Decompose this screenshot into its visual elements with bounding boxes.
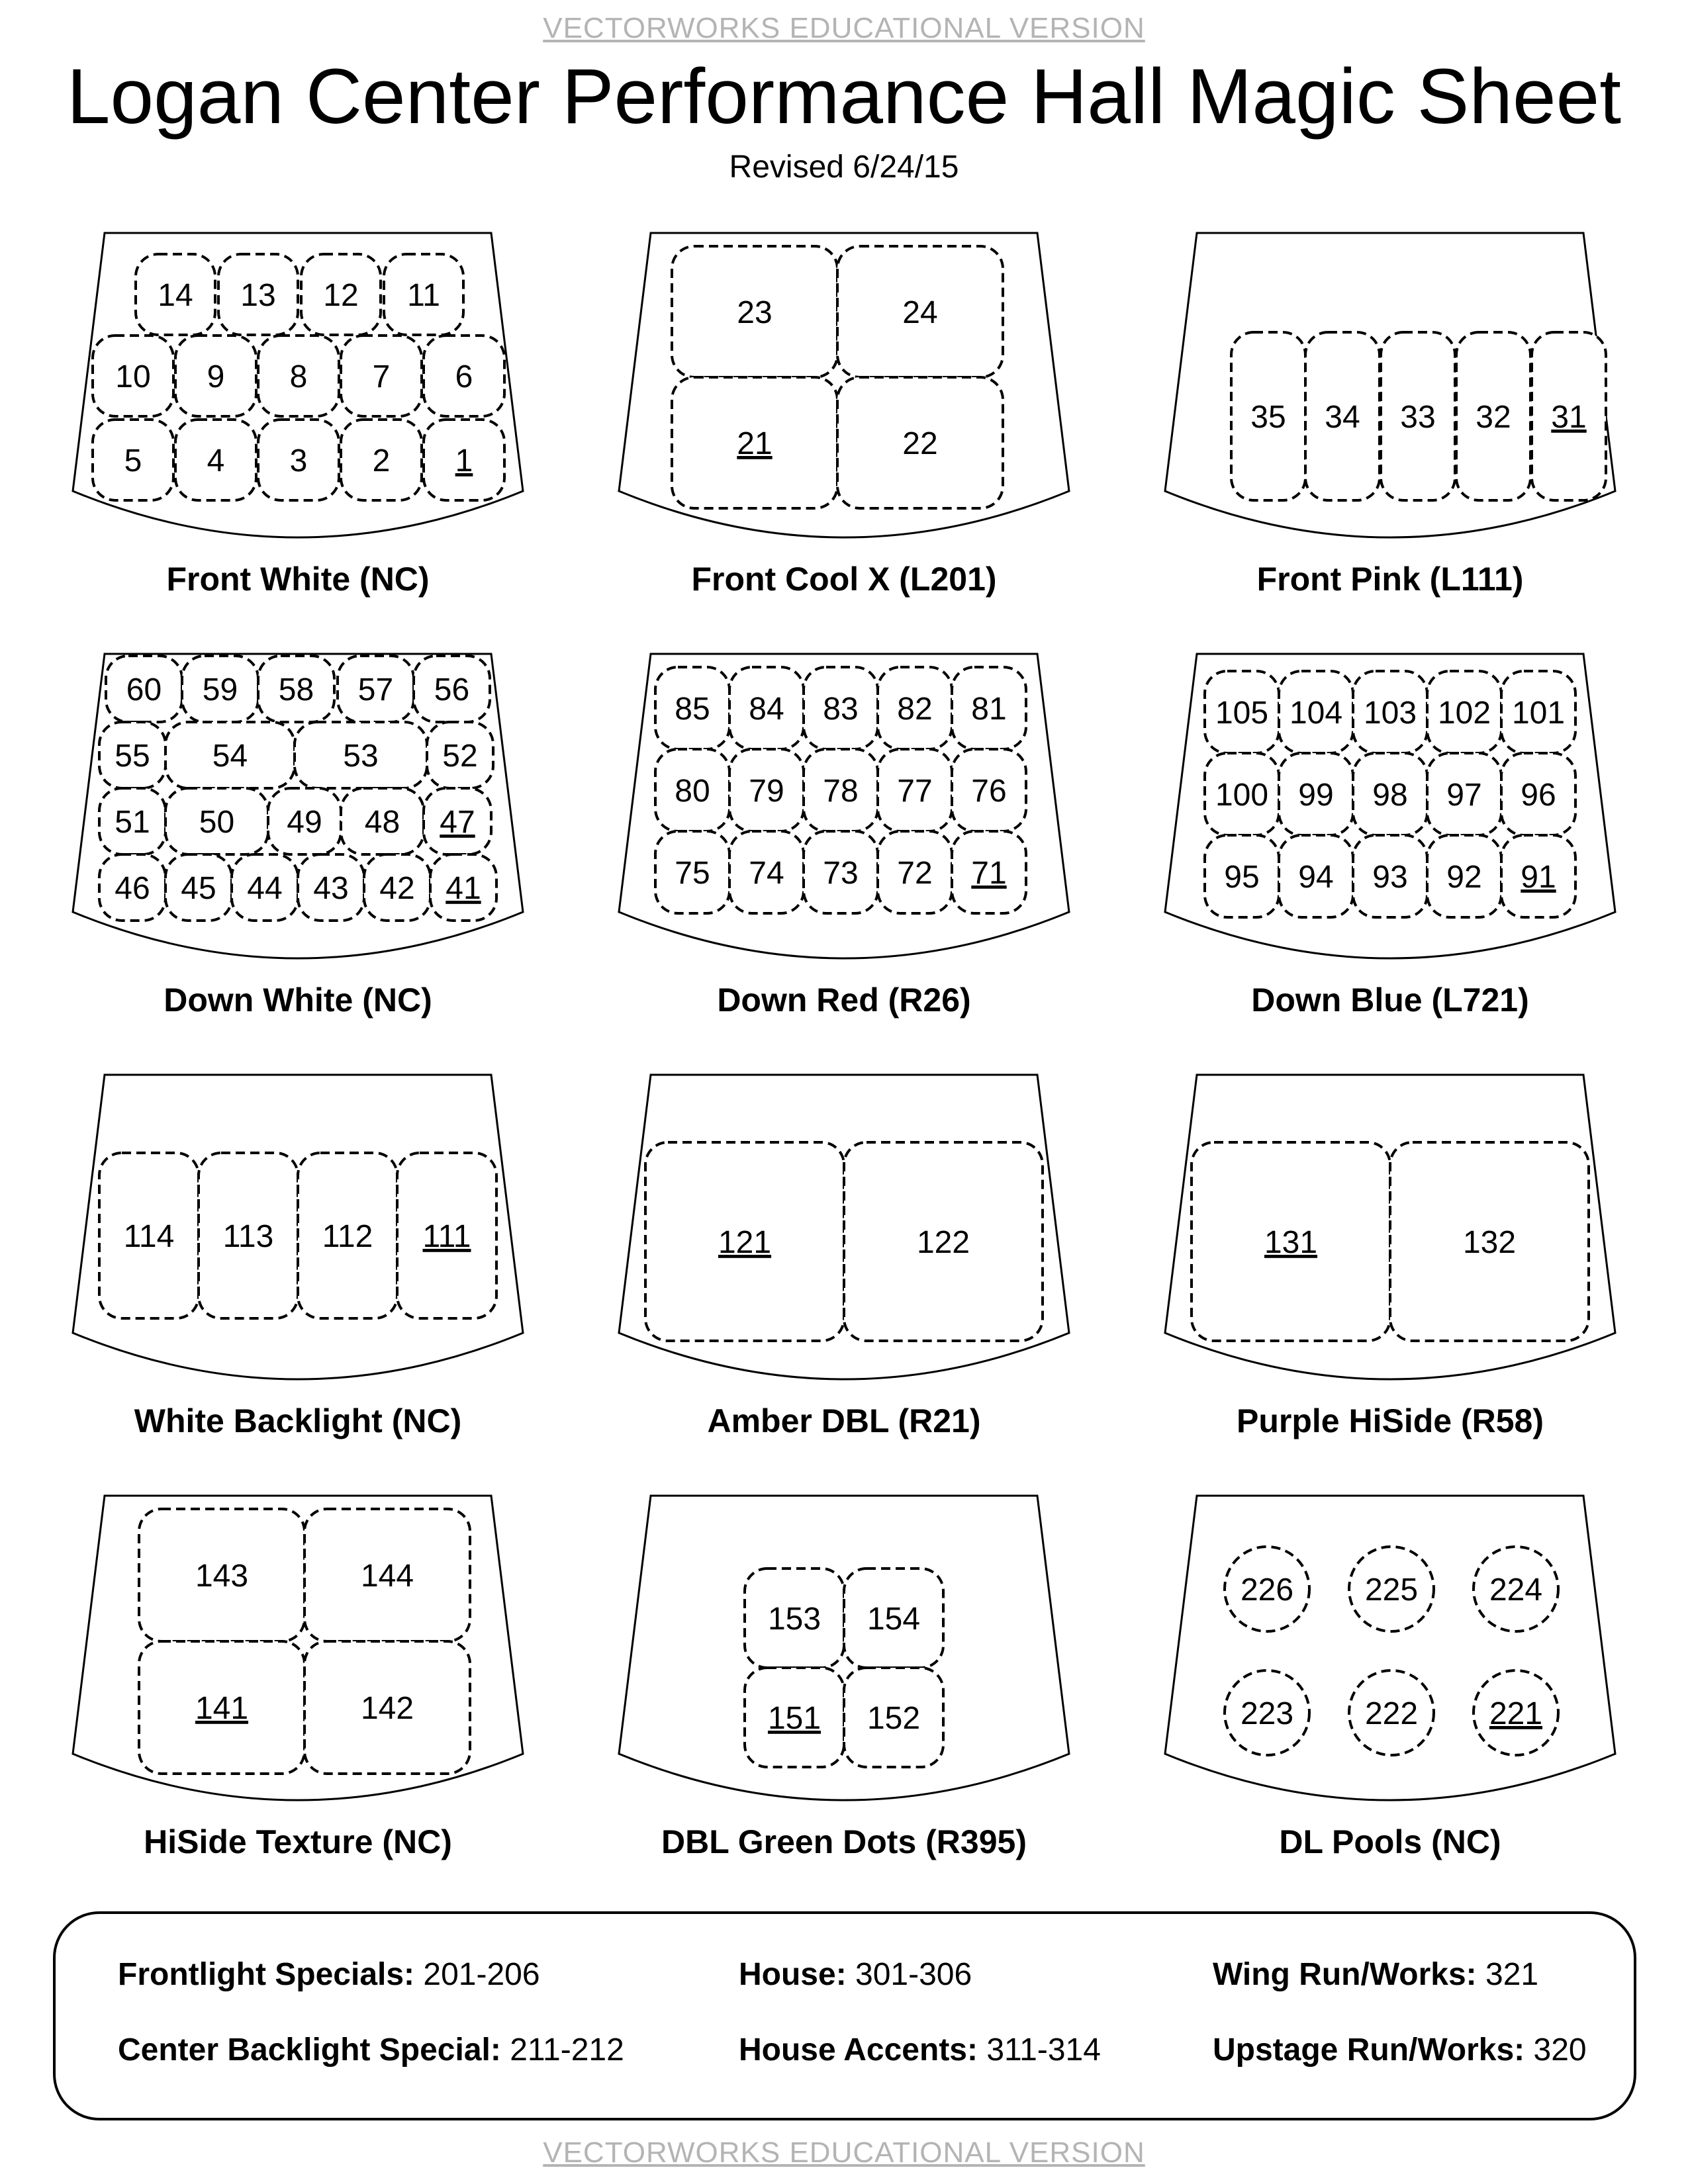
channel-number: 104 bbox=[1289, 696, 1343, 731]
channel-number: 74 bbox=[749, 856, 784, 891]
channel-number: 92 bbox=[1446, 860, 1482, 895]
channel-41 bbox=[430, 854, 496, 921]
channel-34 bbox=[1305, 332, 1380, 500]
channel-11 bbox=[384, 254, 463, 335]
channel-number: 77 bbox=[897, 774, 933, 809]
panel-label: Front White (NC) bbox=[166, 561, 430, 598]
channel-number: 2 bbox=[372, 443, 391, 478]
channel-5 bbox=[93, 420, 173, 500]
channel-13 bbox=[218, 254, 298, 335]
channel-number: 112 bbox=[322, 1219, 373, 1254]
channel-number: 48 bbox=[364, 805, 400, 840]
channel-46 bbox=[99, 854, 165, 921]
channel-number: 34 bbox=[1325, 400, 1360, 435]
channel-number: 22 bbox=[902, 426, 938, 461]
channel-14 bbox=[136, 254, 215, 335]
channel-number: 221 bbox=[1489, 1696, 1543, 1731]
channel-number: 95 bbox=[1224, 860, 1260, 895]
channel-92 bbox=[1427, 835, 1501, 917]
channel-33 bbox=[1381, 332, 1455, 500]
channel-number: 223 bbox=[1240, 1696, 1294, 1731]
channel-number: 12 bbox=[323, 278, 359, 313]
channel-58 bbox=[258, 656, 334, 722]
channel-53 bbox=[295, 722, 427, 788]
channel-number: 71 bbox=[971, 856, 1007, 891]
channel-99 bbox=[1279, 753, 1353, 835]
channel-80 bbox=[655, 749, 729, 831]
channel-43 bbox=[298, 854, 364, 921]
channel-44 bbox=[232, 854, 298, 921]
legend-house: House: 301-306 bbox=[739, 1957, 972, 1992]
channel-number: 93 bbox=[1372, 860, 1408, 895]
channel-number: 152 bbox=[867, 1701, 921, 1736]
channel-number: 80 bbox=[675, 774, 710, 809]
watermark-top: VECTORWORKS EDUCATIONAL VERSION bbox=[543, 12, 1145, 44]
channel-number: 21 bbox=[737, 426, 773, 461]
channel-number: 6 bbox=[455, 359, 473, 394]
channel-49 bbox=[268, 788, 341, 854]
panel-front-pink-l111 bbox=[1165, 233, 1615, 598]
channel-number: 49 bbox=[287, 805, 322, 840]
channel-85 bbox=[655, 667, 729, 749]
channel-number: 84 bbox=[749, 692, 784, 727]
channel-77 bbox=[878, 749, 952, 831]
channel-84 bbox=[729, 667, 804, 749]
channel-144 bbox=[305, 1509, 470, 1641]
panel-label: Front Cool X (L201) bbox=[691, 561, 997, 598]
panel-front-cool-x-l201 bbox=[619, 233, 1069, 598]
channel-number: 132 bbox=[1462, 1225, 1517, 1260]
channel-number: 103 bbox=[1363, 696, 1417, 731]
channel-number: 53 bbox=[343, 739, 379, 774]
channel-93 bbox=[1353, 835, 1427, 917]
channel-91 bbox=[1501, 835, 1575, 917]
channel-number: 222 bbox=[1364, 1696, 1419, 1731]
channel-number: 85 bbox=[675, 692, 710, 727]
channel-57 bbox=[338, 656, 414, 722]
channel-number: 224 bbox=[1489, 1572, 1543, 1608]
channel-3 bbox=[258, 420, 339, 500]
panel-down-blue-l721 bbox=[1165, 654, 1615, 1019]
channel-151 bbox=[745, 1668, 844, 1767]
watermark-bottom: VECTORWORKS EDUCATIONAL VERSION bbox=[543, 2136, 1145, 2169]
channel-number: 45 bbox=[181, 871, 216, 906]
channel-number: 114 bbox=[123, 1219, 175, 1254]
channel-number: 96 bbox=[1521, 778, 1556, 813]
channel-52 bbox=[427, 722, 493, 788]
channel-35 bbox=[1231, 332, 1305, 500]
channel-24 bbox=[837, 246, 1003, 377]
channel-number: 52 bbox=[442, 739, 478, 774]
channel-7 bbox=[341, 336, 422, 416]
panel-dl-pools-nc bbox=[1165, 1496, 1615, 1860]
channel-number: 1 bbox=[455, 443, 473, 478]
channel-number: 46 bbox=[115, 871, 150, 906]
channel-1 bbox=[424, 420, 504, 500]
channel-number: 143 bbox=[195, 1559, 249, 1594]
channel-number: 75 bbox=[675, 856, 710, 891]
channel-number: 76 bbox=[971, 774, 1007, 809]
panel-amber-dbl-r21 bbox=[619, 1075, 1069, 1439]
specials-legend bbox=[53, 1911, 1636, 2120]
channel-number: 10 bbox=[115, 359, 151, 394]
channel-223 bbox=[1225, 1670, 1309, 1755]
channel-45 bbox=[165, 854, 232, 921]
channel-221 bbox=[1474, 1670, 1558, 1755]
channel-72 bbox=[878, 831, 952, 913]
channel-47 bbox=[424, 788, 491, 854]
channel-59 bbox=[182, 656, 258, 722]
channel-number: 154 bbox=[867, 1602, 921, 1637]
channel-number: 32 bbox=[1476, 400, 1511, 435]
channel-55 bbox=[99, 722, 165, 788]
channel-226 bbox=[1225, 1547, 1309, 1631]
channel-number: 79 bbox=[749, 774, 784, 809]
channel-number: 58 bbox=[278, 672, 314, 707]
panel-label: HiSide Texture (NC) bbox=[144, 1823, 452, 1860]
channel-23 bbox=[672, 246, 837, 377]
channel-153 bbox=[745, 1569, 844, 1668]
channel-152 bbox=[844, 1668, 943, 1767]
channel-number: 101 bbox=[1511, 696, 1566, 731]
channel-number: 141 bbox=[195, 1691, 249, 1726]
channel-number: 11 bbox=[407, 278, 440, 313]
channel-number: 57 bbox=[357, 672, 394, 707]
channel-number: 111 bbox=[422, 1219, 471, 1254]
channel-number: 151 bbox=[767, 1701, 821, 1736]
channel-79 bbox=[729, 749, 804, 831]
panel-label: Amber DBL (R21) bbox=[707, 1402, 981, 1439]
legend-upstage-run-works: Upstage Run/Works: 320 bbox=[1213, 2032, 1587, 2068]
channel-143 bbox=[139, 1509, 305, 1641]
channel-number: 8 bbox=[289, 359, 308, 394]
channel-number: 31 bbox=[1551, 400, 1587, 435]
panel-label: White Backlight (NC) bbox=[134, 1402, 462, 1439]
panel-label: Down Red (R26) bbox=[717, 981, 971, 1019]
panel-purple-hiside-r58 bbox=[1165, 1075, 1615, 1439]
channel-number: 97 bbox=[1446, 778, 1482, 813]
channel-31 bbox=[1532, 332, 1606, 500]
channel-number: 105 bbox=[1215, 696, 1269, 731]
channel-22 bbox=[837, 377, 1003, 508]
channel-141 bbox=[139, 1641, 305, 1774]
channel-number: 225 bbox=[1364, 1572, 1419, 1608]
legend-house-accents: House Accents: 311-314 bbox=[739, 2032, 1101, 2068]
channel-81 bbox=[952, 667, 1026, 749]
channel-number: 5 bbox=[124, 443, 142, 478]
channel-number: 14 bbox=[158, 278, 193, 313]
legend-wing-run-works: Wing Run/Works: 321 bbox=[1213, 1957, 1539, 1992]
panel-label: DL Pools (NC) bbox=[1279, 1823, 1501, 1860]
legend-frontlight-specials: Frontlight Specials: 201-206 bbox=[118, 1957, 540, 1992]
channel-112 bbox=[298, 1153, 397, 1318]
channel-225 bbox=[1349, 1547, 1434, 1631]
channel-122 bbox=[844, 1142, 1043, 1341]
channel-number: 226 bbox=[1240, 1572, 1294, 1608]
channel-12 bbox=[301, 254, 381, 335]
channel-104 bbox=[1279, 671, 1353, 753]
channel-83 bbox=[804, 667, 878, 749]
channel-number: 43 bbox=[313, 871, 349, 906]
channel-number: 59 bbox=[202, 672, 238, 707]
channel-number: 131 bbox=[1264, 1225, 1318, 1260]
channel-number: 9 bbox=[207, 359, 225, 394]
channel-98 bbox=[1353, 753, 1427, 835]
channel-number: 56 bbox=[434, 672, 470, 707]
channel-105 bbox=[1205, 671, 1279, 753]
channel-74 bbox=[729, 831, 804, 913]
channel-4 bbox=[175, 420, 256, 500]
channel-114 bbox=[99, 1153, 199, 1318]
channel-50 bbox=[165, 788, 268, 854]
channel-number: 82 bbox=[897, 692, 933, 727]
channel-number: 73 bbox=[823, 856, 859, 891]
channel-number: 144 bbox=[360, 1559, 414, 1594]
legend-center-backlight-special: Center Backlight Special: 211-212 bbox=[118, 2032, 624, 2068]
channel-number: 50 bbox=[199, 805, 235, 840]
channel-102 bbox=[1427, 671, 1501, 753]
channel-number: 51 bbox=[115, 805, 150, 840]
panel-down-white-nc bbox=[73, 654, 523, 1019]
channel-95 bbox=[1205, 835, 1279, 917]
channel-number: 60 bbox=[126, 672, 162, 707]
channel-number: 72 bbox=[897, 856, 933, 891]
channel-113 bbox=[199, 1153, 298, 1318]
channel-101 bbox=[1501, 671, 1575, 753]
channel-number: 4 bbox=[207, 443, 225, 478]
panel-down-red-r26 bbox=[619, 654, 1069, 1019]
channel-132 bbox=[1390, 1142, 1589, 1341]
channel-100 bbox=[1205, 753, 1279, 835]
channel-number: 153 bbox=[767, 1602, 821, 1637]
channel-number: 54 bbox=[212, 739, 248, 774]
channel-number: 142 bbox=[360, 1691, 414, 1726]
channel-2 bbox=[341, 420, 422, 500]
panel-hiside-texture-nc bbox=[73, 1496, 523, 1860]
channel-51 bbox=[99, 788, 165, 854]
channel-142 bbox=[305, 1641, 470, 1774]
panel-label: Down Blue (L721) bbox=[1251, 981, 1529, 1019]
channel-97 bbox=[1427, 753, 1501, 835]
channel-number: 81 bbox=[971, 692, 1007, 727]
channel-78 bbox=[804, 749, 878, 831]
channel-number: 83 bbox=[823, 692, 859, 727]
channel-number: 78 bbox=[823, 774, 859, 809]
channel-103 bbox=[1353, 671, 1427, 753]
panel-label: Down White (NC) bbox=[164, 981, 432, 1019]
channel-42 bbox=[364, 854, 430, 921]
panel-label: Purple HiSide (R58) bbox=[1237, 1402, 1544, 1439]
channel-32 bbox=[1456, 332, 1530, 500]
channel-76 bbox=[952, 749, 1026, 831]
page-title: Logan Center Performance Hall Magic Sheet bbox=[66, 53, 1622, 140]
channel-number: 100 bbox=[1215, 778, 1269, 813]
channel-number: 99 bbox=[1298, 778, 1334, 813]
channel-number: 35 bbox=[1250, 400, 1286, 435]
channel-number: 42 bbox=[379, 871, 415, 906]
panel-label: DBL Green Dots (R395) bbox=[661, 1823, 1027, 1860]
channel-6 bbox=[424, 336, 504, 416]
channel-number: 23 bbox=[737, 295, 773, 330]
panel-white-backlight-nc bbox=[73, 1075, 523, 1439]
channel-82 bbox=[878, 667, 952, 749]
channel-10 bbox=[93, 336, 173, 416]
channel-8 bbox=[258, 336, 339, 416]
channel-number: 91 bbox=[1521, 860, 1556, 895]
channel-number: 113 bbox=[222, 1219, 274, 1254]
channel-131 bbox=[1192, 1142, 1390, 1341]
panel-front-white-nc bbox=[73, 233, 523, 598]
channel-number: 33 bbox=[1400, 400, 1436, 435]
channel-111 bbox=[397, 1153, 496, 1318]
channel-121 bbox=[645, 1142, 844, 1341]
revision-date: Revised 6/24/15 bbox=[729, 150, 959, 185]
channel-60 bbox=[106, 656, 182, 722]
panel-dbl-green-dots-r395 bbox=[619, 1496, 1069, 1860]
channel-number: 94 bbox=[1298, 860, 1334, 895]
channel-number: 47 bbox=[440, 805, 475, 840]
channel-71 bbox=[952, 831, 1026, 913]
channel-number: 7 bbox=[372, 359, 391, 394]
channel-48 bbox=[341, 788, 424, 854]
channel-number: 41 bbox=[445, 871, 481, 906]
channel-224 bbox=[1474, 1547, 1558, 1631]
channel-54 bbox=[165, 722, 295, 788]
channel-number: 102 bbox=[1437, 696, 1491, 731]
channel-9 bbox=[175, 336, 256, 416]
channel-number: 24 bbox=[902, 295, 938, 330]
channel-222 bbox=[1349, 1670, 1434, 1755]
channel-number: 3 bbox=[289, 443, 308, 478]
channel-number: 55 bbox=[115, 739, 150, 774]
channel-number: 122 bbox=[916, 1225, 970, 1260]
channel-number: 13 bbox=[240, 278, 276, 313]
channel-73 bbox=[804, 831, 878, 913]
channel-75 bbox=[655, 831, 729, 913]
channel-96 bbox=[1501, 753, 1575, 835]
channel-number: 44 bbox=[247, 871, 283, 906]
channel-154 bbox=[844, 1569, 943, 1668]
channel-21 bbox=[672, 377, 837, 508]
channel-number: 98 bbox=[1372, 778, 1408, 813]
channel-56 bbox=[414, 656, 490, 722]
channel-94 bbox=[1279, 835, 1353, 917]
panel-label: Front Pink (L111) bbox=[1256, 561, 1524, 598]
channel-number: 121 bbox=[718, 1225, 772, 1260]
